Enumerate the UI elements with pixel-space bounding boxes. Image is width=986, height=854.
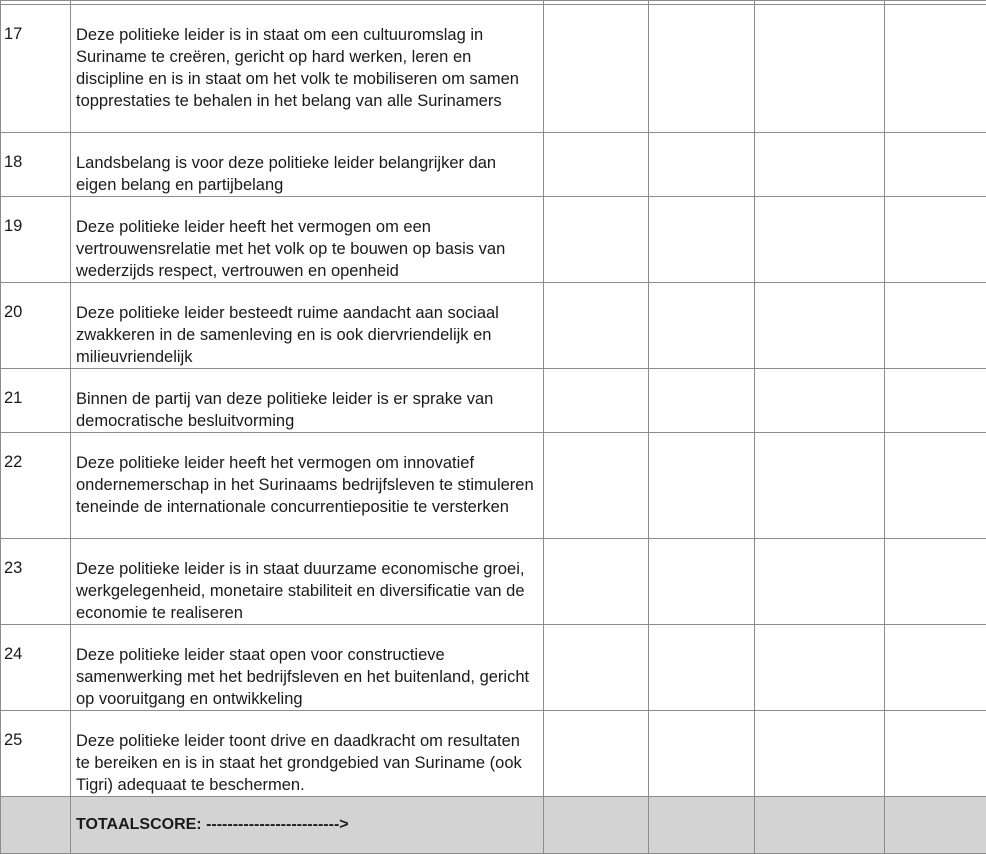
score-cell-2[interactable] xyxy=(649,197,755,283)
score-cell-4[interactable] xyxy=(885,539,986,625)
row-statement: Binnen de partij van deze politieke leider is er sprake van democratische besluitvorming xyxy=(71,369,544,433)
score-cell-3[interactable] xyxy=(755,197,885,283)
score-cell-4[interactable] xyxy=(885,711,986,797)
row-statement: Landsbelang is voor deze politieke leider belangrijker dan eigen belang en partijbelang xyxy=(71,133,544,197)
score-cell-1[interactable] xyxy=(544,625,649,711)
score-cell-2[interactable] xyxy=(649,5,755,133)
total-score-cell-3[interactable] xyxy=(755,797,885,854)
score-cell-3[interactable] xyxy=(755,711,885,797)
score-cell-3[interactable] xyxy=(755,5,885,133)
table-row xyxy=(1,197,986,283)
score-cell-4[interactable] xyxy=(885,197,986,283)
row-number: 22 xyxy=(1,433,71,539)
score-cell-2[interactable] xyxy=(649,539,755,625)
score-cell-4[interactable] xyxy=(885,433,986,539)
score-cell-3[interactable] xyxy=(755,369,885,433)
table-row xyxy=(1,283,986,369)
table-row xyxy=(1,539,986,625)
total-score-cell-2[interactable] xyxy=(649,797,755,854)
total-score-cell-1[interactable] xyxy=(544,797,649,854)
score-cell-1[interactable] xyxy=(544,369,649,433)
score-cell-4[interactable] xyxy=(885,625,986,711)
score-cell-1[interactable] xyxy=(544,539,649,625)
score-cell-3[interactable] xyxy=(755,283,885,369)
score-cell-1[interactable] xyxy=(544,5,649,133)
score-cell-1[interactable] xyxy=(544,433,649,539)
table-row xyxy=(1,433,986,539)
row-statement: Deze politieke leider is in staat duurzame economische groei, werkgelegenheid, monetaire stabiliteit en diversificatie van de economie te realiseren xyxy=(71,539,544,625)
table-row xyxy=(1,5,986,133)
score-cell-1[interactable] xyxy=(544,711,649,797)
score-cell-1[interactable] xyxy=(544,197,649,283)
table-row xyxy=(1,625,986,711)
row-statement: Deze politieke leider heeft het vermogen om innovatief ondernemerschap in het Surinaams bedrijfsleven te stimuleren teneinde de internationale concurrentiepositie te versterken xyxy=(71,433,544,539)
table-row xyxy=(1,133,986,197)
row-statement: Deze politieke leider heeft het vermogen om een vertrouwensrelatie met het volk op te bouwen op basis van wederzijds respect, vertrouwen en openheid xyxy=(71,197,544,283)
score-cell-4[interactable] xyxy=(885,133,986,197)
table-body xyxy=(1,1,986,854)
table-row xyxy=(1,711,986,797)
score-cell-2[interactable] xyxy=(649,433,755,539)
score-cell-1[interactable] xyxy=(544,283,649,369)
row-number: 19 xyxy=(1,197,71,283)
score-cell-2[interactable] xyxy=(649,133,755,197)
row-number: 21 xyxy=(1,369,71,433)
score-cell-3[interactable] xyxy=(755,433,885,539)
row-number: 25 xyxy=(1,711,71,797)
row-number: 17 xyxy=(1,5,71,133)
score-cell-3[interactable] xyxy=(755,133,885,197)
row-statement: Deze politieke leider toont drive en daadkracht om resultaten te bereiken en is in staat het grondgebied van Suriname (ook Tigri) adequaat te beschermen. xyxy=(71,711,544,797)
score-cell-4[interactable] xyxy=(885,283,986,369)
score-cell-3[interactable] xyxy=(755,539,885,625)
row-number: 24 xyxy=(1,625,71,711)
total-score-label: TOTAALSCORE: -------------------------> xyxy=(71,797,544,854)
score-cell-4[interactable] xyxy=(885,5,986,133)
total-score-row xyxy=(1,797,986,854)
score-cell-1[interactable] xyxy=(544,133,649,197)
score-cell-2[interactable] xyxy=(649,283,755,369)
score-cell-2[interactable] xyxy=(649,369,755,433)
row-statement: Deze politieke leider besteedt ruime aandacht aan sociaal zwakkeren in de samenleving en is ook diervriendelijk en milieuvriendelijk xyxy=(71,283,544,369)
table-row xyxy=(1,369,986,433)
score-cell-4[interactable] xyxy=(885,369,986,433)
score-cell-2[interactable] xyxy=(649,711,755,797)
row-statement: Deze politieke leider is in staat om een cultuuromslag in Suriname te creëren, gericht op hard werken, leren en discipline en is in staat om het volk te mobiliseren om samen topprestaties te behalen in het belang van alle Surinamers xyxy=(71,5,544,133)
total-score-cell-4[interactable] xyxy=(885,797,986,854)
total-number-cell xyxy=(1,797,71,854)
row-number: 20 xyxy=(1,283,71,369)
row-number: 18 xyxy=(1,133,71,197)
row-statement: Deze politieke leider staat open voor constructieve samenwerking met het bedrijfsleven en het buitenland, gericht op vooruitgang en ontwikkeling xyxy=(71,625,544,711)
score-cell-2[interactable] xyxy=(649,625,755,711)
score-cell-3[interactable] xyxy=(755,625,885,711)
row-number: 23 xyxy=(1,539,71,625)
